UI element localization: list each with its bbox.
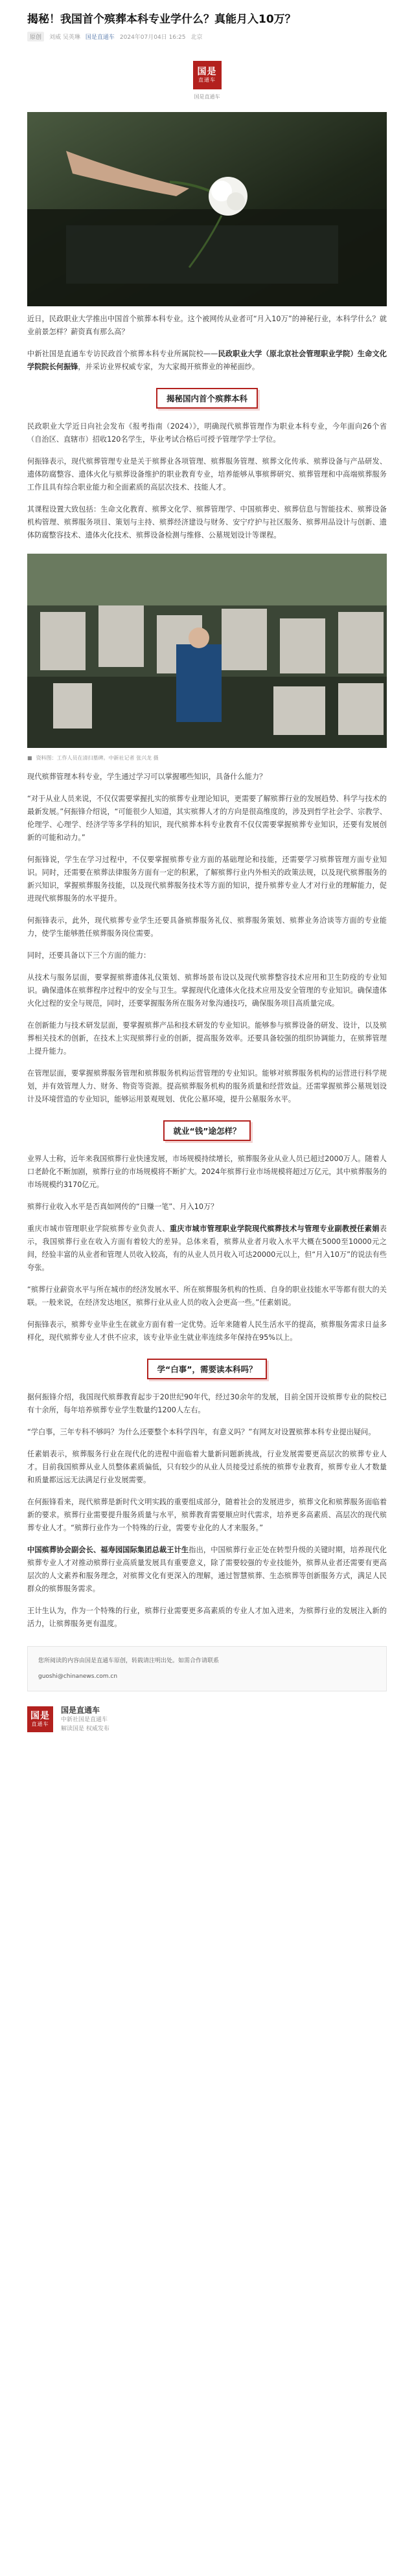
paragraph: “对于从业人员来说，不仅仅需要掌握扎实的殡葬专业理论知识，更需要了解殡葬行业的发展趋势、科学与技术的最新发展。”何振锋介绍说，“可能很少人知道，其实殡葬人才的方向是很高维度的，涉及到哲学社会学、宗教学、伦理学、心理学、经济学等多学科的知识，现代殡葬本科专业教育不仅仅需要掌握殡葬专业知识，还要有发展创新的可能和动力。”: [27, 795, 387, 842]
location: 北京: [190, 34, 203, 41]
contact-email[interactable]: guoshi@chinanews.com.cn: [38, 1673, 118, 1680]
account-card[interactable]: [27, 1704, 387, 1734]
paragraph: 中国殡葬协会副会长、福寿园国际集团总裁王计生指出，中国殡葬行业正处在转型升级的关键时期，培养现代化殡葬专业人才对推动殡葬行业高质量发展具有重要意义，除了需要较强的专业技能外，殡葬从业者还需要有更高层次的人文素养和服务理念，对殡葬文化有更深入的理解，通过智慧殡葬、生态殡葬等创新服务方式，满足人民群众的殡葬服务需求。: [27, 1546, 387, 1593]
paragraph: 民政职业大学近日向社会发布《报考指南（2024）》，明确现代殡葬管理作为职业本科专业，今年面向26个省（自治区、直辖市）招收120名学生，毕业考试合格后可授予管理学学士学位。: [27, 422, 387, 444]
paragraph: “学白事，三年专科不够吗？为什么还要整个本科学四年，有意义吗？”有网友对设置殡葬本科专业提出疑问。: [27, 1428, 376, 1436]
copyright-box: [27, 1646, 387, 1691]
section-heading: 就业“钱”途怎样？: [27, 1120, 387, 1141]
copyright-text: 您所阅读的内容由国是直通车原创，转载请注明出处。如需合作请联系: [38, 1658, 220, 1664]
paragraph: 近日，民政职业大学推出中国首个殡葬本科专业。这个被网传从业者可“月入10万”的神秘行业，本科学什么？就业前景怎样？薪资真有那么高？: [27, 315, 387, 336]
cemetery-illustration: [27, 554, 387, 748]
paragraph: 王计生认为，作为一个特殊的行业，殡葬行业需要更多高素质的专业人才加入进来，为殡葬行业的发展注入新的活力，让殡葬服务更有温度。: [27, 1607, 387, 1628]
paragraph: 现代殡葬管理本科专业，学生通过学习可以掌握哪些知识，具备什么能力？: [27, 773, 267, 781]
brand-block: [27, 61, 387, 100]
paragraph: 任素娟表示，殡葬服务行业在现代化的进程中面临着大量新问题新挑战，行业发展需要更高层次的殡葬专业人才。目前我国殡葬从业人员整体素质偏低，只有较少的从业人员接受过系统的殡葬专业教育，殡葬专业人才数量和质量都远远无法满足行业发展需要。: [27, 1450, 387, 1484]
paragraph: 在何振锋看来，现代殡葬是新时代文明实践的重要组成部分，随着社会的发展进步，殡葬文化和殡葬服务面临着新的要求。殡葬行业需要提升服务质量与水平，殡葬教育需要顺应时代需求，培养更多高素质、高层次的现代殡葬专业人才。“殡葬行业作为一个特殊的行业，需要专业化的人才来服务。”: [27, 1498, 387, 1532]
account-logo: 国是 直通车: [27, 1706, 53, 1732]
original-tag: 原创: [27, 32, 44, 41]
paragraph: 何振锋表示，此外，现代殡葬专业学生还要具备殡葬服务礼仪、殡葬服务策划、殡葬业务洽谈等方面的专业能力，使学生能够胜任殡葬服务岗位需要。: [27, 916, 387, 938]
brand-logo: 国是 直通车: [193, 61, 222, 89]
author: 刘威 吴英琳: [49, 34, 80, 41]
section-heading: 学“白事”，需要读本科吗？: [27, 1359, 387, 1379]
brand-caption: 国是直通车: [194, 94, 220, 100]
section-heading: 揭秘国内首个殡葬本科: [27, 388, 387, 409]
account-desc: 解读国是 权威发布: [61, 1726, 109, 1732]
account-desc: 中新社国是直通车: [61, 1717, 108, 1723]
article-title: 揭秘！我国首个殡葬本科专业学什么？真能月入10万？: [27, 13, 296, 26]
paragraph: 殡葬行业收入水平是否真如网传的“日赚一笔”、月入10万？: [27, 1203, 218, 1211]
account-name: 国是直通车: [61, 1706, 100, 1715]
paragraph: 何振锋说，学生在学习过程中，不仅要掌握殡葬专业方面的基础理论和技能，还需要学习殡葬管理方面专业知识。同时，还需要在殡葬法律服务方面有一定的积累，了解殡葬行业内外相关的政策法规，以及现代殡葬服务的新兴知识，掌握殡葬服务技能，以及现代殡葬服务技术等方面的知识，提升殡葬专业人才对行业的理解能力，促进现代殡葬服务的水平提升。: [27, 855, 387, 903]
paragraph: 在管理层面，要掌握殡葬服务管理和殡葬服务机构运营管理的专业知识。能够对殡葬服务机构的运营进行科学规划，并有效管理人力、财务、物资等资源。提高殡葬服务机构的服务质量和经营效益。还需掌握殡葬公墓规划设计及环境营造的专业知识，能够运用景观规划、优化公墓环境，提升公墓服务水平。: [27, 1069, 387, 1103]
paragraph: 何振锋表示，殡葬专业毕业生在就业方面有着一定优势。近年来随着人民生活水平的提高，殡葬服务需求日益多样化，现代殡葬专业人才供不应求，该专业毕业生就业率连续多年保持在95%以上。: [27, 1320, 387, 1342]
camera-icon: ■: [27, 755, 32, 761]
cemetery-photo: [27, 554, 387, 748]
article-page: [0, 12, 414, 2576]
paragraph: 其课程设置大致包括：生命文化教育、殡葬文化学、殡葬管理学、中国殡葬史、殡葬信息与智能技术、殡葬设备机构管理、殡葬服务项目、策划与主持、殡葬经济建设与财务、安宁疗护与社区服务、殡葬用品设计与创新、遗体防腐整容技术、遗体火化技术、殡葬设备检测与维修、公墓规划设计等课程。: [27, 505, 387, 539]
paragraph: “殡葬行业薪资水平与所在城市的经济发展水平、所在殡葬服务机构的性质、自身的职业技能水平等都有很大的关联。一般来说，在经济发达地区，殡葬行业从业人员的收入会更高一些。”任素娟说。: [27, 1285, 387, 1307]
rose-illustration: [27, 112, 387, 306]
article-meta: [27, 32, 387, 41]
photo-caption: ■ 资料图：工作人员在清扫墓碑。中新社记者 张兴龙 摄: [27, 755, 159, 761]
publish-time: 2024年07月04日 16:25: [119, 34, 186, 41]
paragraph: 中新社国是直通车专访民政首个殡葬本科专业所属院校——民政职业大学（原北京社会管理职业学院）生命文化学院院长何振锋，并采访业界权威专家，为大家揭开殡葬业的神秘面纱。: [27, 350, 387, 371]
paragraph: 据何振锋介绍，我国现代殡葬教育起步于20世纪90年代，经过30余年的发展，目前全国开设殡葬专业的院校已有十余所，每年培养殡葬专业学生数量约1200人左右。: [27, 1393, 387, 1414]
paragraph: 从技术与服务层面，要掌握殡葬遗体礼仪策划、殡葬场景布设以及现代殡葬整容技术应用和卫生防疫的专业知识。确保遗体在殡葬程序过程中的安全与卫生。掌握现代化遗体火化技术应用及安全管理的专业知识。确保遗体火化过程的安全与规范，同时，还要掌握服务所在服务对象沟通技巧，确保服务项目高质量完成。: [27, 973, 387, 1008]
paragraph: 业界人士称，近年来我国殡葬行业快速发展，市场规模持续增长，殡葬服务业从业人员已超过2000万人。随着人口老龄化不断加剧，殡葬行业的市场规模将不断扩大。2024年殡葬行业市场规模将超过万亿元，其中殡葬服务的市场规模约3170亿元。: [27, 1155, 387, 1189]
paragraph: 重庆市城市管理职业学院殡葬专业负责人、重庆市城市管理职业学院现代殡葬技术与管理专业副教授任素娟表示，我国殡葬行业在收入方面有着较大的差异。总体来看，殡葬从业者月收入水平大概在5000至10000元之间，经验丰富的从业者和管理人员收入较高，有的从业人员月收入可达20000元以上，但“月入10万”的说法有些夸张。: [27, 1225, 387, 1272]
source-link[interactable]: 国是直通车: [85, 34, 115, 41]
paragraph: 在创新能力与技术研发层面，要掌握殡葬产品和技术研发的专业知识。能够参与殡葬设备的研发、设计，以及殡葬相关技术的创新，在技术上实现殡葬行业的创新，提高服务效率。还要具备较强的组织协调能力，在殡葬管理上提升能力。: [27, 1021, 387, 1056]
paragraph: 同时，还要具备以下三个方面的能力：: [27, 951, 151, 960]
paragraph: 何振锋表示，现代殡葬管理专业是关于殡葬业各项管理、殡葬服务管理、殡葬文化传承、殡葬设备与产品研发、遗体防腐整容、遗体火化与殡葬设备维护的职业教育专业，培养能够从事殡葬研究、殡葬管理和中高端殡葬服务工作且具有综合职业能力和全面素质的高层次技术、技能人才。: [27, 457, 387, 491]
hero-photo: [27, 112, 387, 306]
